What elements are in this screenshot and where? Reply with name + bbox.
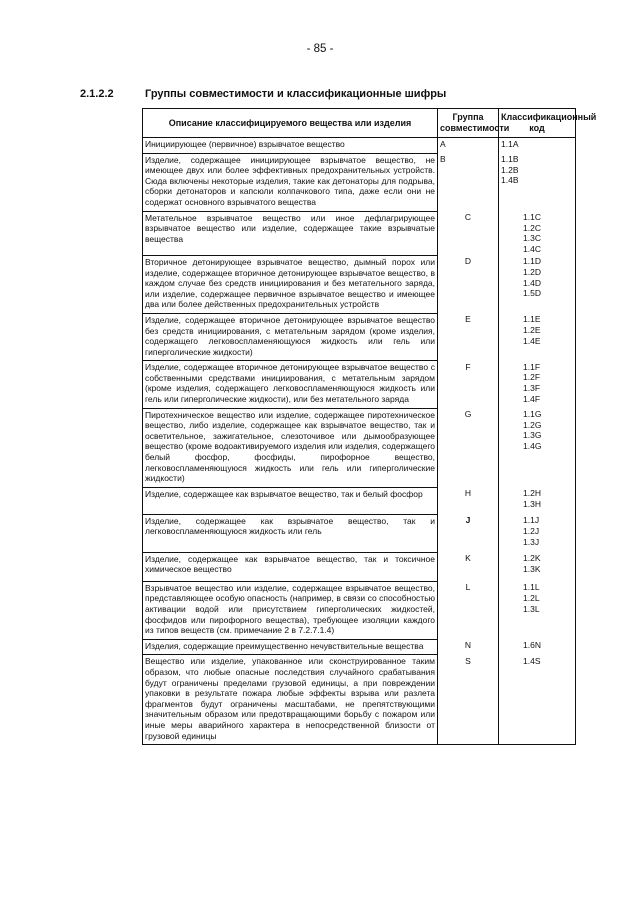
row-group: C	[438, 211, 499, 255]
row-description: Пиротехническое вещество или изделие, содержащее пиротехническое вещество, либо изделие, содержащее как взрывчатое вещество, так и осветительное, зажигательное, слезоточивое или дымообразующее вещество (кроме водоактивируемого изделия или изделия, содержащего белый фосфор, фосфиды, пирофорное вещество, легковоспламеняющуюся жидкость или гель или гиперголические жидкости)	[143, 408, 438, 487]
table-row	[143, 211, 576, 255]
compatibility-table	[142, 108, 597, 745]
header-group: Группа совместимости	[438, 109, 499, 138]
row-description: Изделие, содержащее вторичное детонирующее взрывчатое вещество с собственными средствами инициирования, с метательным зарядом (кроме изделия, содержащего легковоспламеняющуюся жидкость или гель или гиперголические жидкости), или без метательного заряда	[143, 361, 438, 408]
row-description: Метательное взрывчатое вещество или иное дефлагрирующее взрывчатое вещество или изделие, содержащее такие взрывчатые вещества	[143, 211, 438, 255]
row-group: F	[438, 361, 499, 408]
row-codes: 1.1F 1.2F 1.3F 1.4F	[499, 361, 576, 408]
table-row	[143, 361, 576, 408]
header-description: Описание классифицируемого вещества или изделия	[143, 109, 438, 138]
row-description: Изделие, содержащее как взрывчатое вещество, так и легковоспламеняющуюся жидкость или гель	[143, 514, 438, 552]
row-description: Вещество или изделие, упакованное или сконструированное таким образом, что любые опасные последствия случайного срабатывания будут ограничены пределами грузовой единицы, а при повреждении упаковки в результате пожара любые эффекты взрыва или разлета фрагментов будут ограничены масштабами, не препятствующими значительным образом или предотвращающими борьбу с пожаром или иные меры аварийного характера в непосредственной близости от грузовой единицы	[143, 655, 438, 745]
row-codes: 1.1L 1.2L 1.3L	[499, 581, 576, 639]
row-group: H	[438, 487, 499, 514]
row-codes: 1.1A	[499, 138, 576, 154]
row-description: Вторичное детонирующее взрывчатое вещество, дымный порох или изделие, содержащее вторичное детонирующее взрывчатое вещество, в каждом случае без средств инициирования и без метательного заряда, или изделие, содержащее первичное взрывчатое вещество и имеющее два или более действенных предохранительных устройств	[143, 255, 438, 313]
row-codes: 1.1B 1.2B 1.4B	[499, 153, 576, 211]
table-row	[143, 255, 576, 313]
table-row	[143, 552, 576, 581]
row-group: L	[438, 581, 499, 639]
section-number: 2.1.2.2	[80, 88, 114, 100]
row-description: Изделие, содержащее как взрывчатое вещество, так и токсичное химическое вещество	[143, 552, 438, 581]
row-group: E	[438, 313, 499, 360]
table-row	[143, 639, 576, 655]
row-codes: 1.4S	[499, 655, 576, 745]
row-codes: 1.2H 1.3H	[499, 487, 576, 514]
row-group: S	[438, 655, 499, 745]
row-description: Изделие, содержащее инициирующее взрывчатое вещество, не имеющее двух или более эффективных предохранительных устройств. Сюда включены некоторые изделия, такие как детонаторы для подрыва, сборки детонаторов и капсюли колпачкового типа, даже если они не содержат основного взрывчатого вещества	[143, 153, 438, 211]
table-row	[143, 138, 576, 154]
header-code: Классификационный код	[499, 109, 576, 138]
page-number: - 85 -	[306, 43, 334, 55]
row-group: A	[438, 138, 499, 154]
row-group: D	[438, 255, 499, 313]
row-codes: 1.2K 1.3K	[499, 552, 576, 581]
row-group: B	[438, 153, 499, 211]
row-description: Изделие, содержащее вторичное детонирующее взрывчатое вещество без средств инициирования, с метательным зарядом (кроме изделия, содержащего легковоспламеняющуюся жидкость или гель или гиперголические жидкости)	[143, 313, 438, 360]
row-description: Изделие, содержащее как взрывчатое вещество, так и белый фосфор	[143, 487, 438, 514]
row-codes: 1.1G 1.2G 1.3G 1.4G	[499, 408, 576, 487]
table-header-row	[143, 109, 576, 138]
table-row	[143, 408, 576, 487]
table-row	[143, 581, 576, 639]
row-codes: 1.1D 1.2D 1.4D 1.5D	[499, 255, 576, 313]
row-group: N	[438, 639, 499, 655]
row-group: J	[438, 514, 499, 552]
row-description: Взрывчатое вещество или изделие, содержащее взрывчатое вещество, представляющее особую опасность (например, в связи со способностью активации водой или присутствием гиперголических жидкостей, фосфидов или пирофорного вещества), требующее изоляции каждого из типов веществ (см. примечание 2 в 7.2.7.1.4)	[143, 581, 438, 639]
table-row	[143, 655, 576, 745]
row-codes: 1.6N	[499, 639, 576, 655]
row-codes: 1.1C 1.2C 1.3C 1.4C	[499, 211, 576, 255]
row-description: Изделия, содержащие преимущественно нечувствительные вещества	[143, 639, 438, 655]
table-row	[143, 313, 576, 360]
table-row	[143, 153, 576, 211]
row-codes: 1.1J 1.2J 1.3J	[499, 514, 576, 552]
section-title: Группы совместимости и классификационные шифры	[145, 88, 447, 100]
row-codes: 1.1E 1.2E 1.4E	[499, 313, 576, 360]
row-description: Инициирующее (первичное) взрывчатое вещество	[143, 138, 438, 154]
row-group: G	[438, 408, 499, 487]
table-row	[143, 514, 576, 552]
row-group: K	[438, 552, 499, 581]
table-row	[143, 487, 576, 514]
